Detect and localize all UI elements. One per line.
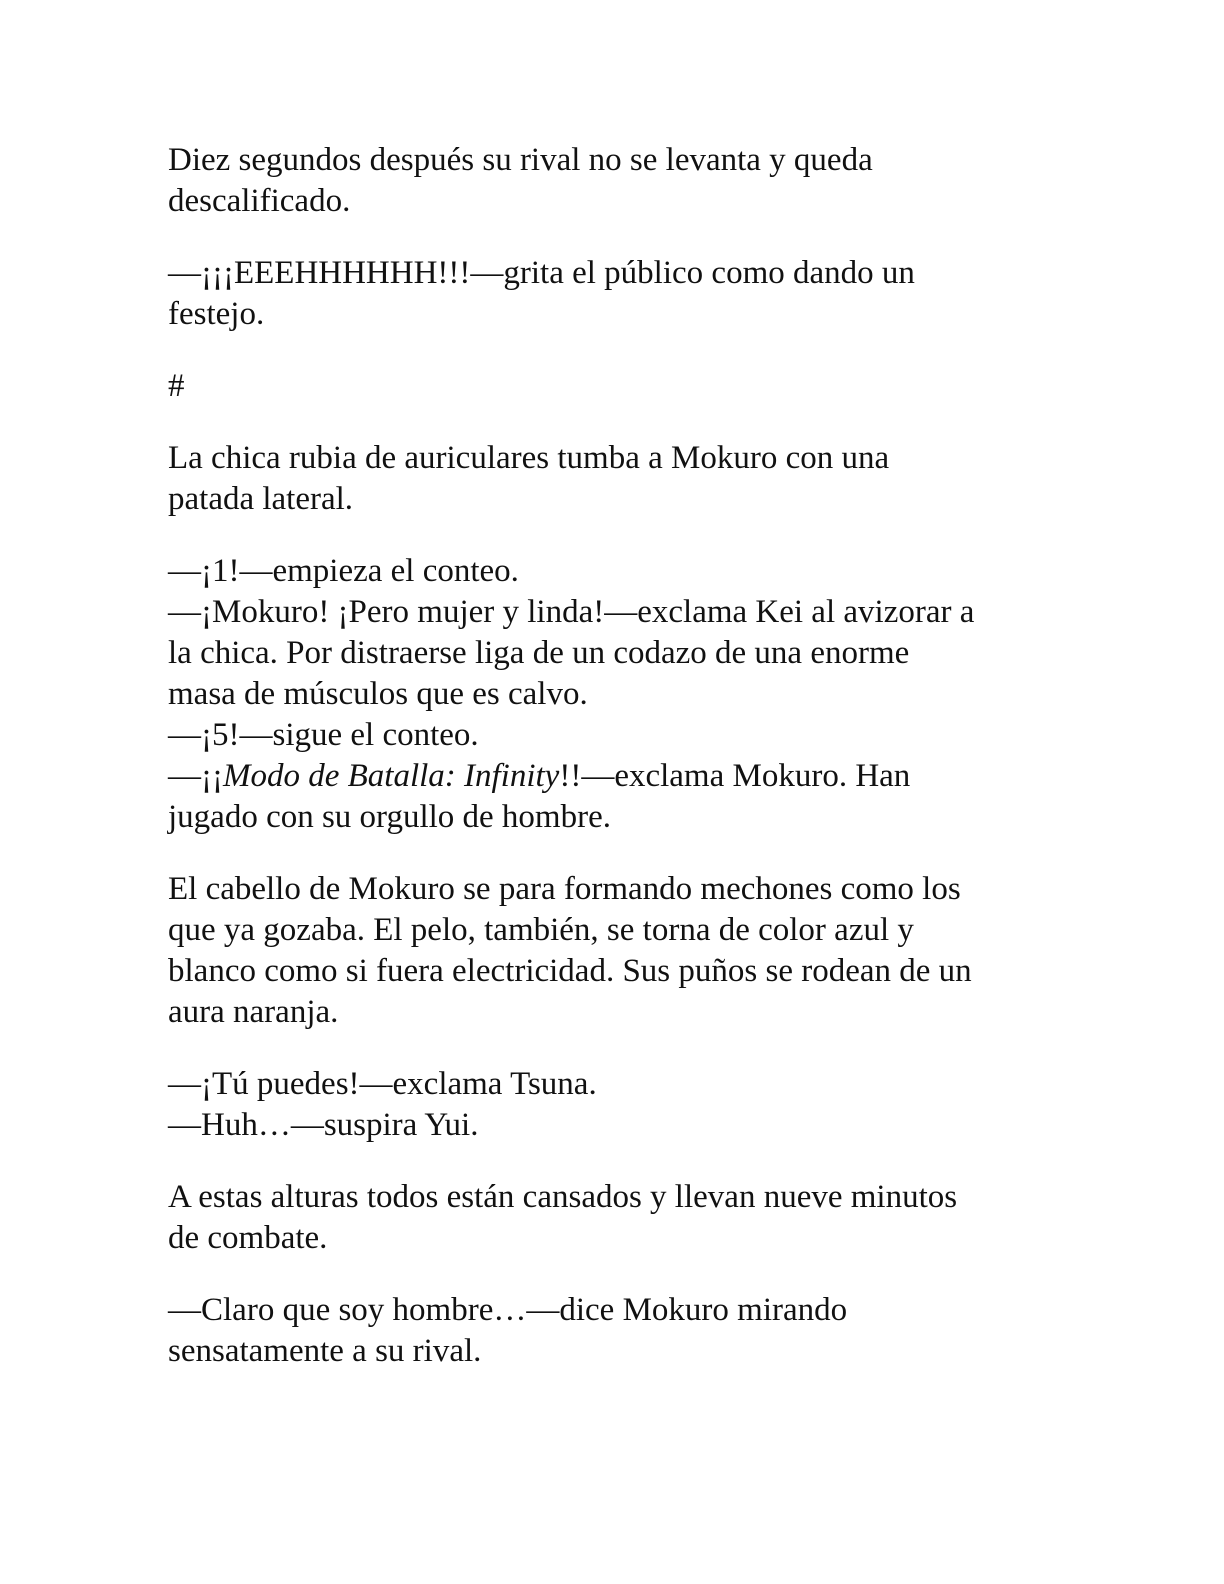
text-line: —Claro que soy hombre…—dice Mokuro mirando (168, 1292, 848, 1328)
text-line: patada lateral. (168, 481, 354, 517)
text-line: descalificado. (168, 183, 351, 219)
text-line: —¡Mokuro! ¡Pero mujer y linda!—exclama Kei al avizorar a (168, 594, 975, 630)
paragraph-transformation (168, 869, 1058, 1033)
battle-mode-suffix: !!—exclama Mokuro. Han (559, 758, 911, 794)
battle-mode-name: Modo de Batalla: Infinity (222, 758, 560, 794)
text-line: que ya gozaba. El pelo, también, se torna de color azul y (168, 912, 914, 948)
scene-break-mark: # (168, 368, 185, 404)
text-line: de combate. (168, 1220, 328, 1256)
paragraph-kick (168, 438, 1058, 520)
text-line: A estas alturas todos están cansados y llevan nueve minutos (168, 1179, 958, 1215)
paragraph-cheers (168, 1064, 1058, 1146)
paragraph-mokuro-reply (168, 1290, 1058, 1372)
text-line: —¡Tú puedes!—exclama Tsuna. (168, 1066, 597, 1102)
paragraph-crowd-shout (168, 253, 1058, 335)
text-line: —Huh…—suspira Yui. (168, 1107, 479, 1143)
text-line: El cabello de Mokuro se para formando mechones como los (168, 871, 961, 907)
battle-mode-line (168, 756, 1058, 797)
text-line: festejo. (168, 296, 265, 332)
text-line: —¡¡¡EEEHHHHHH!!!—grita el público como dando un (168, 255, 915, 291)
battle-mode-prefix: —¡¡ (168, 758, 223, 794)
paragraph-disqualified (168, 140, 1058, 222)
text-line: Diez segundos después su rival no se levanta y queda (168, 142, 873, 178)
text-line: —¡1!—empieza el conteo. (168, 553, 519, 589)
text-line: blanco como si fuera electricidad. Sus puños se rodean de un (168, 953, 972, 989)
text-line: La chica rubia de auriculares tumba a Mokuro con una (168, 440, 890, 476)
text-line: la chica. Por distraerse liga de un codazo de una enorme (168, 635, 910, 671)
paragraph-count-dialogue (168, 551, 1058, 838)
document-page (168, 140, 1058, 1403)
paragraph-tired (168, 1177, 1058, 1259)
text-line: —¡5!—sigue el conteo. (168, 717, 479, 753)
scene-break (168, 366, 1058, 407)
text-line: masa de músculos que es calvo. (168, 676, 588, 712)
text-line: aura naranja. (168, 994, 339, 1030)
text-line: sensatamente a su rival. (168, 1333, 482, 1369)
text-line: jugado con su orgullo de hombre. (168, 799, 611, 835)
